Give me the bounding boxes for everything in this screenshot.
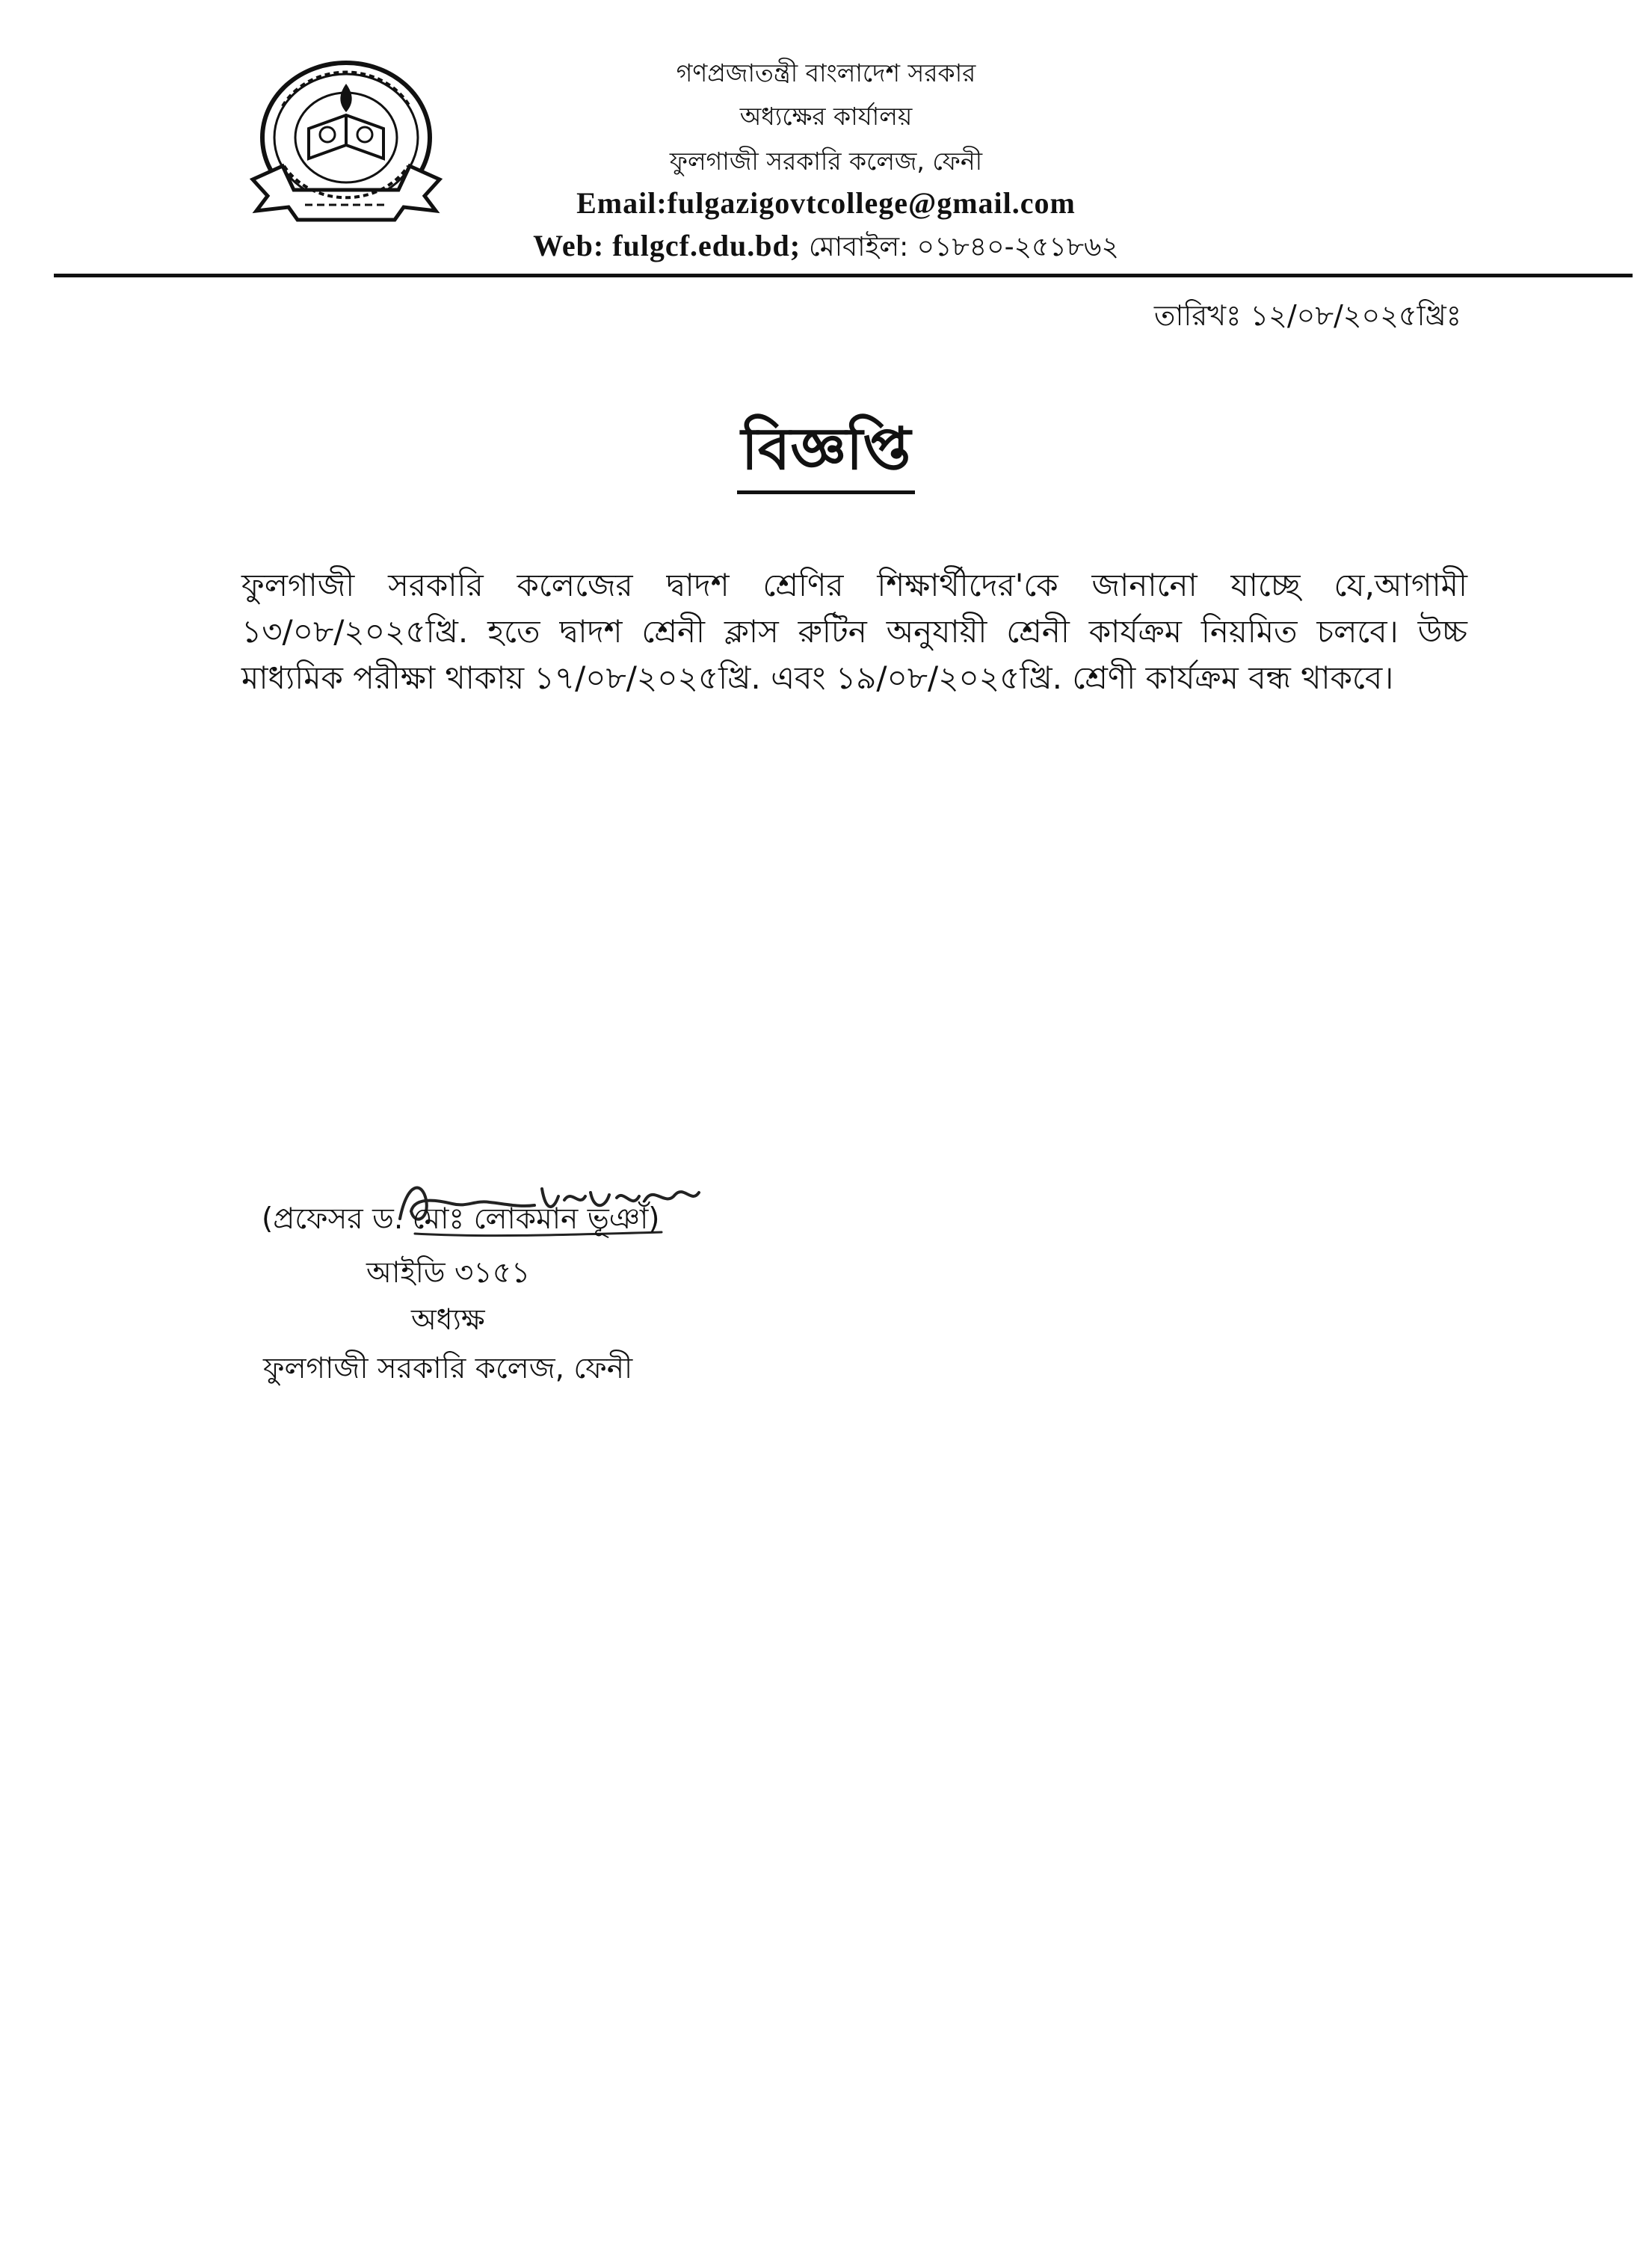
signatory-organization: ফুলগাজী সরকারি কলেজ, ফেনী [263, 1352, 633, 1385]
header-web: Web: fulgcf.edu.bd; [533, 229, 801, 262]
notice-body: ফুলগাজী সরকারি কলেজের দ্বাদশ শ্রেণির শিক্ষার্থীদের'কে জানানো যাচ্ছে যে,আগামী ১৩/০৮/২০২৫খ্রি. হতে দ্বাদশ শ্রেনী ক্লাস রুটিন অনুযায়ী শ্রেনী কার্যক্রম নিয়মিত চলবে। উচ্চ মাধ্যমিক পরীক্ষা থাকায় ১৭/০৮/২০২৫খ্রি. এবং ১৯/০৮/২০২৫খ্রি. শ্রেণী কার্যক্রম বন্ধ থাকবে। [241, 567, 1467, 696]
header-mobile: মোবাইল: ০১৮৪০-২৫১৮৬২ [809, 232, 1119, 262]
header-office: অধ্যক্ষের কার্যালয় [739, 102, 913, 131]
header-government: গণপ্রজাতন্ত্রী বাংলাদেশ সরকার [676, 58, 976, 87]
signatory-designation: অধ্যক্ষ [411, 1303, 485, 1337]
header-email: Email:fulgazigovtcollege@gmail.com [576, 186, 1076, 220]
signatory-id: আইডি ৩১৫১ [366, 1256, 531, 1290]
notice-title: বিজ্ঞপ্তি [737, 416, 916, 494]
notice-title-wrap [0, 404, 1652, 501]
signatory-name: (প্রফেসর ড. মোঃ লোকমান ভূঞাঁ) [262, 1202, 660, 1236]
notice-date: তারিখঃ ১২/০৮/২০২৫খ্রিঃ [1153, 299, 1461, 332]
header-college: ফুলগাজী সরকারি কলেজ, ফেনী [669, 147, 983, 176]
header-contact [0, 227, 1652, 271]
header-divider [54, 274, 1633, 277]
